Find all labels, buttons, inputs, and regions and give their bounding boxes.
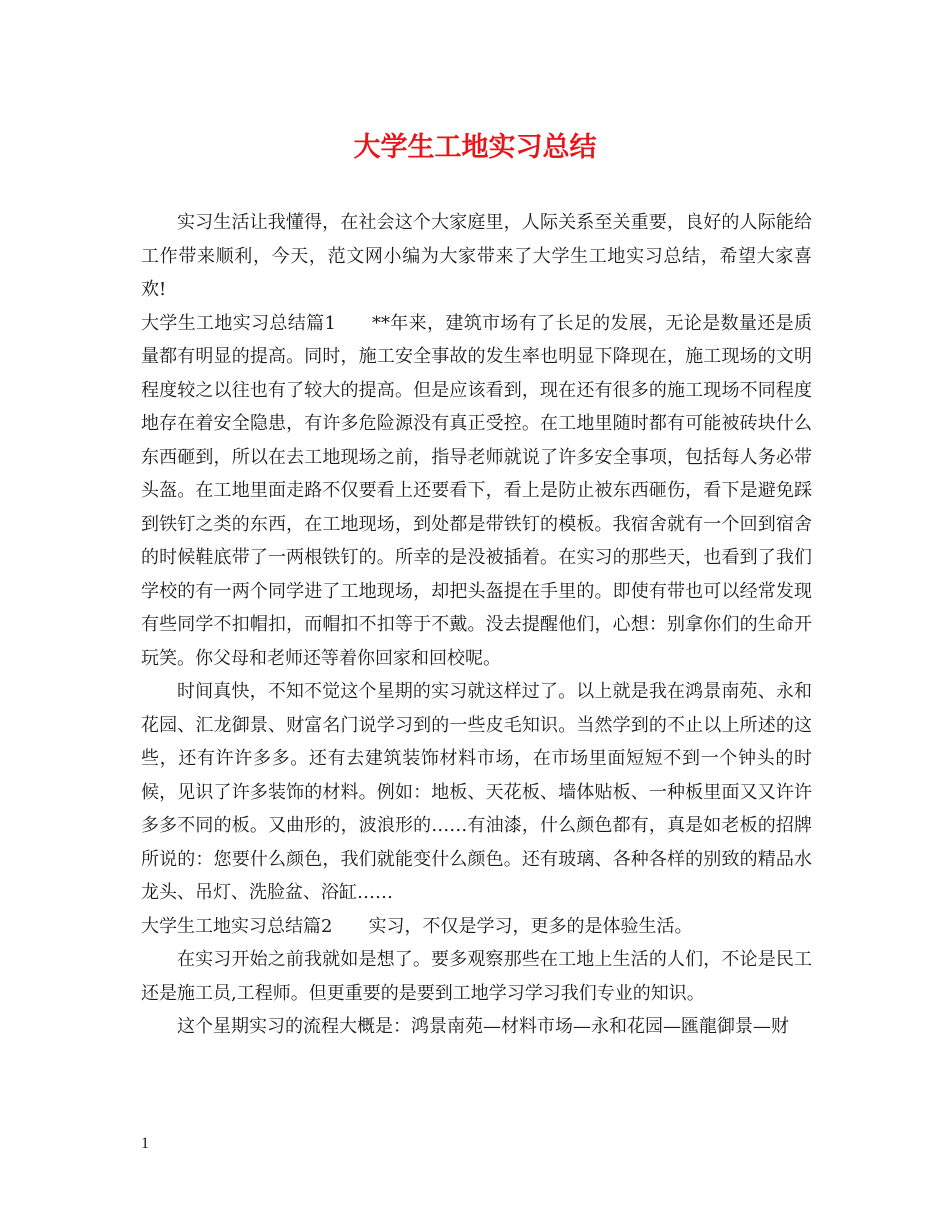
intro-paragraph: 实习生活让我懂得，在社会这个大家庭里，人际关系至关重要，良好的人际能给工作带来顺利，今天，范文网小编为大家带来了大学生工地实习总结，希望大家喜欢!	[141, 212, 812, 300]
page-number: 1	[141, 1135, 149, 1152]
document-body	[141, 206, 812, 1044]
section-2-paragraph-3: 这个星期实习的流程大概是：鸿景南苑—材料市场—永和花园—匯龍御景—财	[177, 1016, 789, 1037]
section-2-paragraph-2: 在实习开始之前我就如是想了。要多观察那些在工地上生活的人们，不论是民工还是施工员,工程师。但更重要的是要到工地学习学习我们专业的知识。	[141, 949, 812, 1004]
section-1-paragraph	[141, 307, 812, 676]
document-title: 大学生工地实习总结	[353, 132, 597, 163]
section-1-heading: 大学生工地实习总结篇1	[141, 312, 336, 334]
section-2-text: 实习，不仅是学习，更多的是体验生活。	[368, 915, 693, 937]
section-2-heading: 大学生工地实习总结篇2	[141, 915, 333, 937]
section-2-paragraph	[141, 910, 812, 944]
section-1-paragraph-2: 时间真快，不知不觉这个星期的实习就这样过了。以上就是我在鸿景南苑、永和花园、汇龙御景、财富名门说学习到的一些皮毛知识。当然学到的不止以上所述的这些，还有许许多多。还有去建筑装饰材料市场，在市场里面短短不到一个钟头的时候，见识了许多装饰的材料。例如：地板、天花板、墙体贴板、一种板里面又又许许多多不同的板。又曲形的，波浪形的……有油漆，什么颜色都有，真是如老板的招牌所说的：您要什么颜色，我们就能变什么颜色。还有玻璃、各种各样的别致的精品水龙头、吊灯、洗脸盆、浴缸……	[141, 681, 812, 903]
section-1-text: **年来，建筑市场有了长足的发展，无论是数量还是质量都有明显的提高。同时，施工安全事故的发生率也明显下降现在，施工现场的文明程度较之以往也有了较大的提高。但是应该看到，现在还有很多的施工现场不同程度地存在着安全隐患，有许多危险源没有真正受控。在工地里随时都有可能被砖块什么东西砸到，所以在去工地现场之前，指导老师就说了许多安全事项，包括每人务必带头盔。在工地里面走路不仅要看上还要看下，看上是防止被东西砸伤，看下是避免踩到铁钉之类的东西，在工地现场，到处都是带铁钉的模板。我宿舍就有一个回到宿舍的时候鞋底带了一两根铁钉的。所幸的是没被插着。在实习的那些天，也看到了我们学校的有一两个同学进了工地现场，却把头盔提在手里的。即使有带也可以经常发现有些同学不扣帽扣，而帽扣不扣等于不戴。没去提醒他们，心想：别拿你们的生命开玩笑。你父母和老师还等着你回家和回校呢。	[141, 312, 812, 669]
